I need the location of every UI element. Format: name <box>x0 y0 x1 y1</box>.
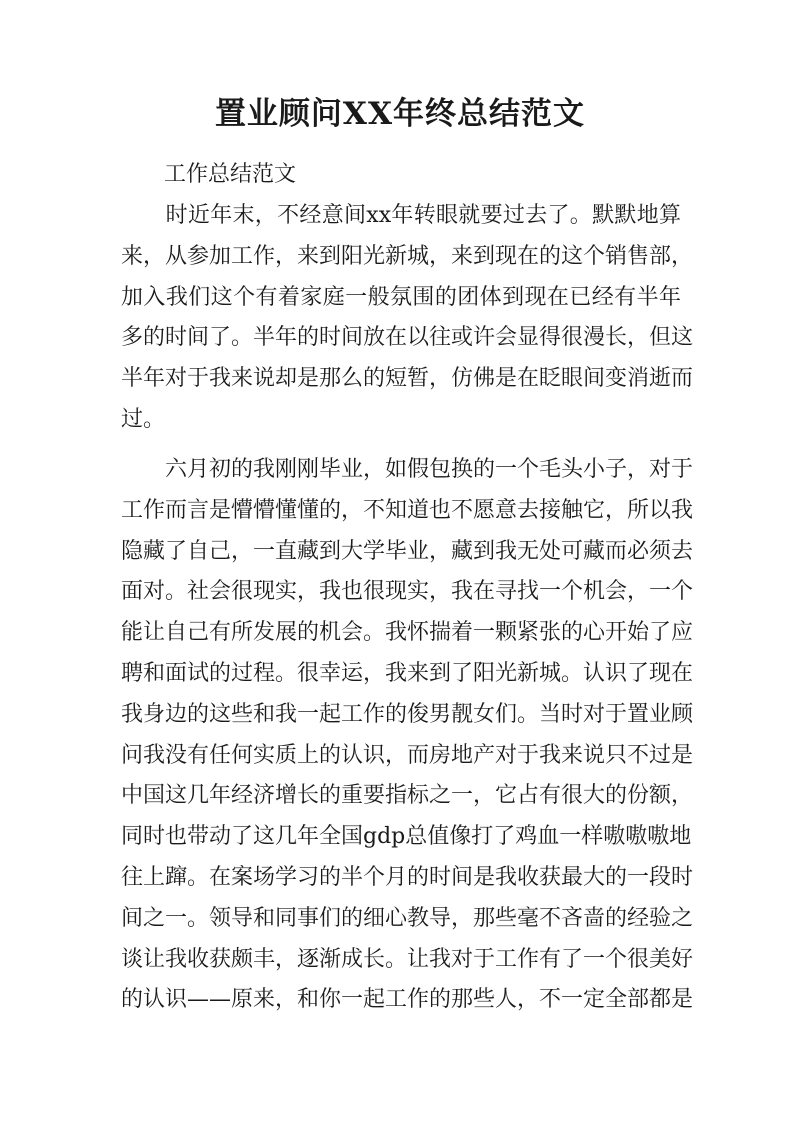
paragraph-line: 谈让我收获颇丰，逐渐成长。让我对于工作有了一个很美好 <box>121 946 694 972</box>
paragraph-line: 过。 <box>121 406 166 432</box>
paragraph-1 <box>121 196 694 441</box>
paragraph-line: 同时也带动了这几年全国gdp总值像打了鸡血一样嗷嗷嗷地 <box>121 824 692 850</box>
paragraph-line: 往上蹿。在案场学习的半个月的时间是我收获最大的一段时 <box>121 864 694 890</box>
document-subtitle: 工作总结范文 <box>164 162 297 187</box>
paragraph-line: 多的时间了。半年的时间放在以往或许会显得很漫长，但这 <box>121 325 694 351</box>
paragraph-line: 间之一。领导和同事们的细心教导，那些毫不吝啬的经验之 <box>121 905 694 931</box>
document-title: 置业顾问XX年终总结范文 <box>214 96 586 132</box>
paragraph-line: 我身边的这些和我一起工作的俊男靓女们。当时对于置业顾 <box>121 701 694 727</box>
paragraph-line: 加入我们这个有着家庭一般氛围的团体到现在已经有半年 <box>121 284 681 310</box>
paragraph-line: 能让自己有所发展的机会。我怀揣着一颗紧张的心开始了应 <box>121 620 694 646</box>
paragraph-line: 中国这几年经济增长的重要指标之一，它占有很大的份额， <box>121 783 694 809</box>
paragraph-line: 聘和面试的过程。很幸运，我来到了阳光新城。认识了现在 <box>121 660 694 686</box>
paragraph-line: 半年对于我来说却是那么的短暂，仿佛是在眨眼间变消逝而 <box>121 366 694 392</box>
paragraph-line: 时近年末，不经意间xx年转眼就要过去了。默默地算 <box>121 203 681 228</box>
paragraph-line: 六月初的我刚刚毕业，如假包换的一个毛头小子，对于 <box>121 457 694 482</box>
paragraph-line: 来，从参加工作，来到阳光新城，来到现在的这个销售部， <box>121 243 694 269</box>
paragraph-line: 工作而言是懵懵懂懂的，不知道也不愿意去接触它，所以我 <box>121 497 694 523</box>
paragraph-line: 的认识——原来，和你一起工作的那些人，不一定全部都是 <box>121 987 694 1013</box>
paragraph-2 <box>121 450 694 1021</box>
paragraph-line: 问我没有任何实质上的认识，而房地产对于我来说只不过是 <box>121 742 694 768</box>
paragraph-line: 隐藏了自己，一直藏到大学毕业，藏到我无处可藏而必须去 <box>121 538 694 564</box>
paragraph-line: 面对。社会很现实，我也很现实，我在寻找一个机会，一个 <box>121 579 694 605</box>
